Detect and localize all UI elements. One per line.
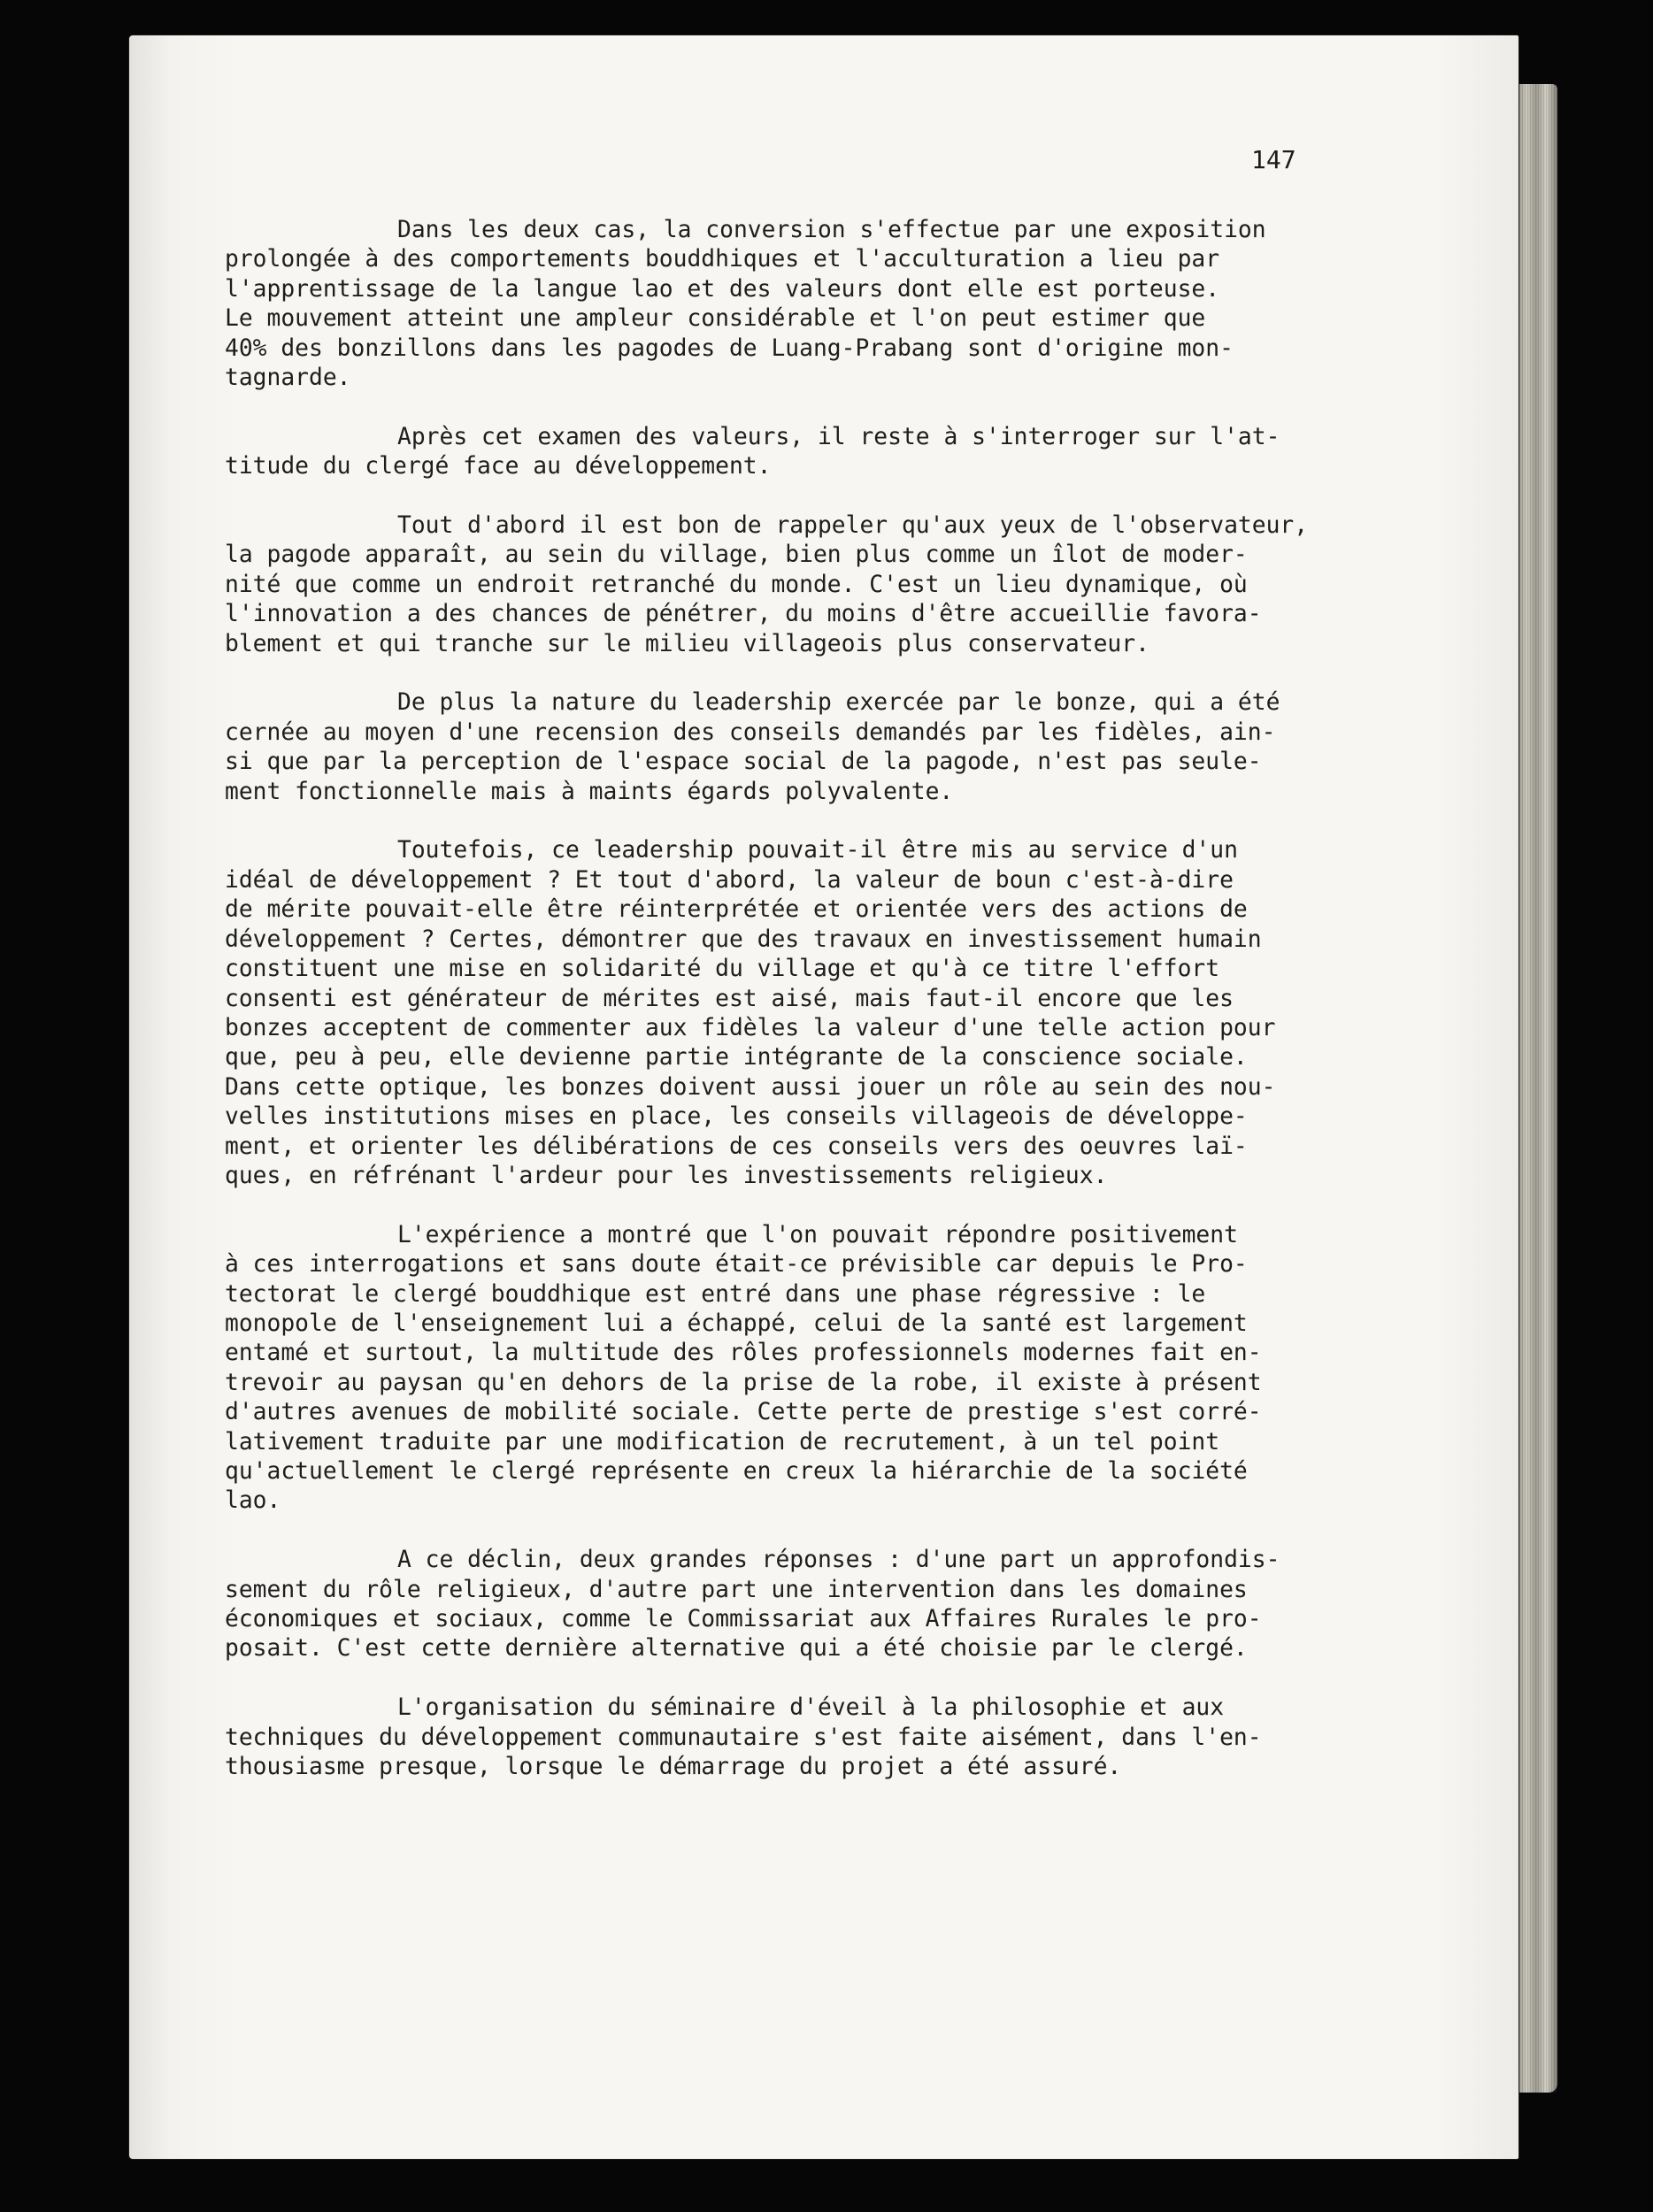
text-line: la pagode apparaît, au sein du village, bien plus comme un îlot de moder- (225, 541, 1248, 569)
page-number: 147 (1251, 145, 1296, 174)
text-line: si que par la perception de l'espace social de la pagode, n'est pas seule- (225, 749, 1262, 776)
text-line: d'autres avenues de mobilité sociale. Cette perte de prestige s'est corré- (225, 1399, 1262, 1426)
text-line: consenti est générateur de mérites est aisé, mais faut-il encore que les (225, 985, 1234, 1012)
text-line: à ces interrogations et sans doute était-ce prévisible car depuis le Pro- (225, 1251, 1248, 1279)
text-line: l'innovation a des chances de pénétrer, du moins d'être accueillie favora- (225, 601, 1262, 628)
paragraph (225, 836, 1397, 1191)
book-page (129, 35, 1518, 2159)
text-line: monopole de l'enseignement lui a échappé, celui de la santé est largement (225, 1310, 1248, 1337)
text-line: qu'actuellement le clergé représente en creux la hiérarchie de la société (225, 1457, 1248, 1485)
text-line: Tout d'abord il est bon de rappeler qu'aux yeux de l'observateur, (397, 512, 1309, 540)
text-line: entamé et surtout, la multitude des rôles professionnels modernes fait en- (225, 1340, 1262, 1367)
text-line: que, peu à peu, elle devienne partie intégrante de la conscience sociale. (225, 1044, 1248, 1071)
text-line: De plus la nature du leadership exercée par le bonze, qui a été (397, 689, 1280, 717)
text-line: économiques et sociaux, comme le Commissariat aux Affaires Rurales le pro- (225, 1606, 1262, 1632)
text-line: ment fonctionnelle mais à maints égards polyvalente. (225, 778, 954, 805)
text-line: trevoir au paysan qu'en dehors de la prise de la robe, il existe à présent (225, 1369, 1262, 1396)
paragraph (225, 423, 1397, 482)
paragraph (225, 688, 1397, 807)
text-line: tectorat le clergé bouddhique est entré dans une phase régressive : le (225, 1280, 1206, 1308)
paragraph (225, 1546, 1397, 1664)
text-line: titude du clergé face au développement. (225, 453, 772, 480)
text-line: l'apprentissage de la langue lao et des valeurs dont elle est porteuse. (225, 275, 1220, 303)
text-line: bonzes acceptent de commenter aux fidèles la valeur d'une telle action pour (225, 1014, 1276, 1041)
text-line: développement ? Certes, démontrer que des travaux en investissement humain (225, 926, 1262, 953)
text-line: A ce déclin, deux grandes réponses : d'une part un approfondis- (397, 1547, 1280, 1574)
text-line: tagnarde. (225, 365, 351, 392)
text-line: Dans cette optique, les bonzes doivent aussi jouer un rôle au sein des nou- (225, 1073, 1276, 1101)
text-line: prolongée à des comportements bouddhiques et l'acculturation a lieu par (225, 246, 1220, 273)
text-line: velles institutions mises en place, les conseils villageois de développe- (225, 1103, 1248, 1131)
text-line: lao. (225, 1487, 281, 1515)
text-line: L'organisation du séminaire d'éveil à la philosophie et aux (397, 1694, 1225, 1722)
page-body-text (225, 216, 1397, 1812)
text-line: ment, et orienter les délibérations de ces conseils vers des oeuvres laï- (225, 1133, 1248, 1160)
paragraph (225, 511, 1397, 659)
text-line: thousiasme presque, lorsque le démarrage du projet a été assuré. (225, 1754, 1122, 1781)
text-line: Toutefois, ce leadership pouvait-il être mis au service d'un (397, 837, 1238, 864)
text-line: blement et qui tranche sur le milieu villageois plus conservateur. (225, 630, 1149, 657)
text-line: Le mouvement atteint une ampleur considérable et l'on peut estimer que (225, 305, 1206, 333)
text-line: posait. C'est cette dernière alternative qui a été choisie par le clergé. (225, 1635, 1248, 1663)
text-line: constituent une mise en solidarité du village et qu'à ce titre l'effort (225, 956, 1220, 983)
paragraph (225, 216, 1397, 393)
text-line: 40% des bonzillons dans les pagodes de Luang-Prabang sont d'origine mon- (225, 334, 1234, 362)
text-line: Dans les deux cas, la conversion s'effectue par une exposition (397, 217, 1266, 243)
text-line: Après cet examen des valeurs, il reste à s'interroger sur l'at- (397, 423, 1280, 450)
text-line: techniques du développement communautaire s'est faite aisément, dans l'en- (225, 1724, 1262, 1751)
paragraph (225, 1694, 1397, 1782)
paragraph (225, 1221, 1397, 1517)
text-line: lativement traduite par une modification de recrutement, à un tel point (225, 1428, 1220, 1455)
text-line: cernée au moyen d'une recension des conseils demandés par les fidèles, ain- (225, 718, 1276, 746)
text-line: ques, en réfrénant l'ardeur pour les investissements religieux. (225, 1162, 1108, 1189)
text-line: nité que comme un endroit retranché du monde. C'est un lieu dynamique, où (225, 571, 1248, 598)
text-line: L'expérience a montré que l'on pouvait répondre positivement (397, 1221, 1238, 1248)
text-line: sement du rôle religieux, d'autre part une intervention dans les domaines (225, 1576, 1248, 1603)
text-line: de mérite pouvait-elle être réinterprétée et orientée vers des actions de (225, 896, 1248, 924)
text-line: idéal de développement ? Et tout d'abord, la valeur de boun c'est-à-dire (225, 866, 1234, 894)
